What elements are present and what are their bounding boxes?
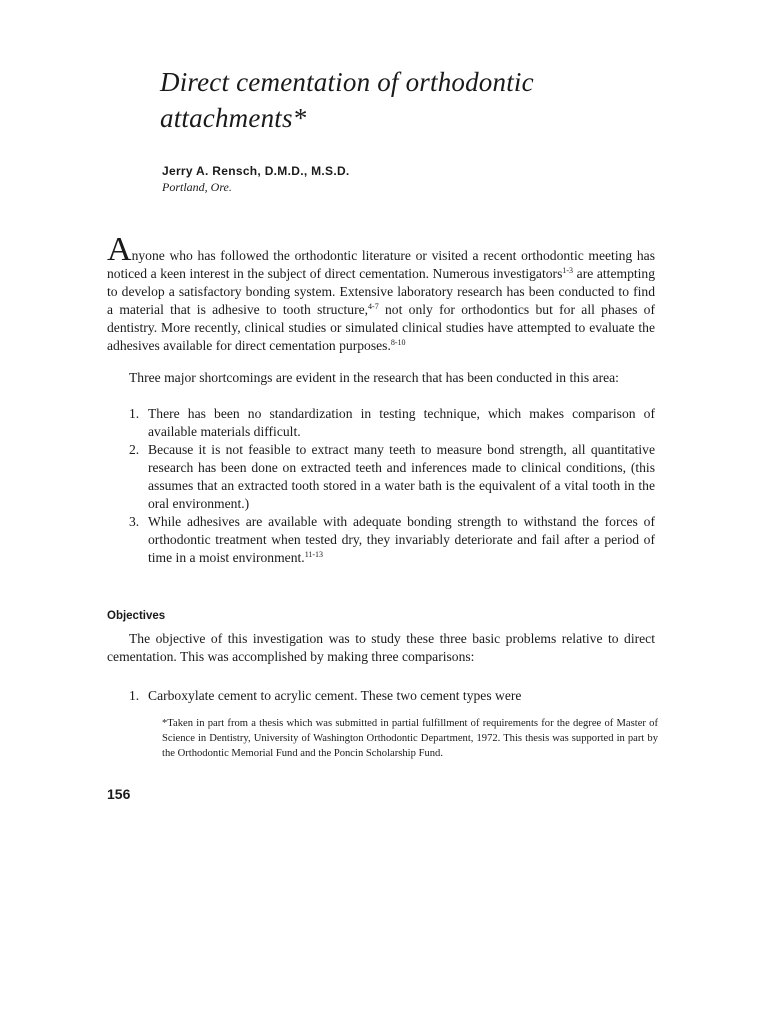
drop-cap: A	[107, 231, 132, 268]
list-item-text: While adhesives are available with adequate bonding strength to withstand the forces of orthodontic treatment when tested dry, they invariably deteriorate and fail after a period of time in a moist environment.	[148, 514, 655, 565]
section-heading-objectives: Objectives	[107, 610, 166, 622]
intro-lead-text: nyone who has followed the orthodontic literature or visited a recent orthodontic meeting has noticed a keen interest in the subject of direct cementation. Numerous investigators	[107, 248, 655, 281]
page-number: 156	[107, 786, 131, 802]
list-number: 1.	[129, 406, 140, 421]
objectives-paragraph: The objective of this investigation was to study these three basic problems relative to direct cementation. This was accomplished by making three comparisons:	[107, 631, 655, 664]
intro-paragraph	[107, 231, 656, 355]
article-title: Direct cementation of orthodontic attachments*	[160, 67, 534, 133]
reference-marker: 8-10	[390, 338, 406, 347]
reference-marker: 11-13	[304, 550, 324, 559]
reference-marker: 1-3	[562, 266, 574, 275]
objectives-list	[107, 687, 655, 705]
author-affiliation: Portland, Ore.	[162, 180, 232, 194]
list-item	[107, 405, 655, 441]
footnote: *Taken in part from a thesis which was submitted in partial fulfillment of requirements for the degree of Master of Science in Dentistry, University of Washington Orthodontic Department, 1972. This thesis was supported in part by the Orthodontic Memorial Fund and the Poncin Scholarship Fund.	[162, 718, 658, 759]
shortcomings-intro: Three major shortcomings are evident in the research that has been conducted in this area:	[129, 370, 619, 385]
list-number: 3.	[129, 514, 140, 529]
list-item	[107, 687, 655, 705]
reference-marker: 4-7	[368, 302, 379, 311]
list-item-text: There has been no standardization in testing technique, which makes comparison of available materials difficult.	[148, 406, 655, 439]
shortcomings-list	[107, 405, 655, 567]
list-item	[107, 513, 655, 567]
list-item	[107, 441, 655, 513]
list-item-text: Carboxylate cement to acrylic cement. These two cement types were	[148, 688, 522, 703]
author-name: Jerry A. Rensch, D.M.D., M.S.D.	[162, 164, 350, 178]
list-number: 2.	[129, 442, 140, 457]
intro-text-middle: are attempting to develop a satisfactory bonding system. Extensive laboratory research has been conducted to find a material that is adhesive to tooth structure,	[107, 266, 656, 317]
list-item-text: Because it is not feasible to extract many teeth to measure bond strength, all quantitative research has been done on extracted teeth and inferences made to clinical conditions, (this assumes that an extracted tooth stored in a water bath is the equivalent of a vital tooth in the oral environment.)	[148, 442, 655, 511]
list-number: 1.	[129, 688, 140, 703]
intro-text-end: not only for orthodontics but for all phases of dentistry. More recently, clinical studies or simulated clinical studies have attempted to evaluate the adhesives available for direct cementation purposes.	[107, 302, 655, 353]
